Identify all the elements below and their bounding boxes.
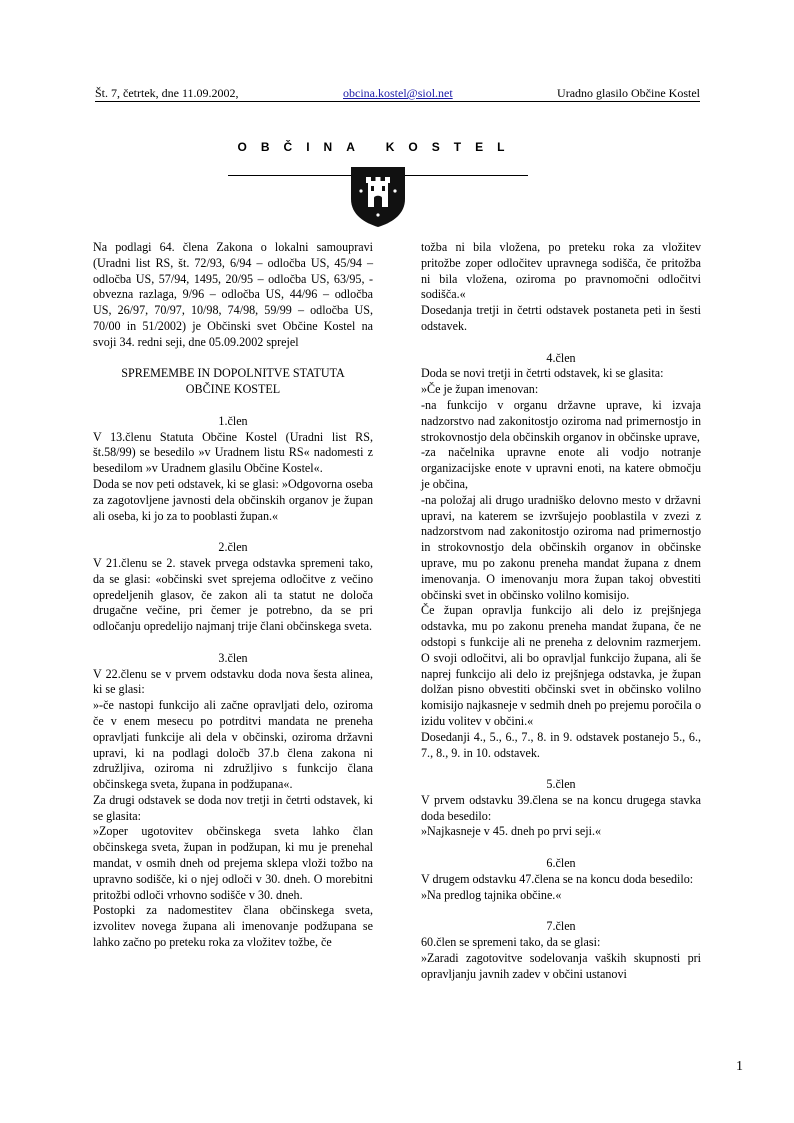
article-4-paragraph: -za načelnika upravne enote ali vodjo notranje organizacijske enote v upravni enoti, na katere območju je občina, bbox=[421, 445, 701, 491]
continued-paragraph: tožba ni bila vložena, po preteku roka za vložitev pritožbe zoper odločitev upravnega sodišča, če pritožba ni bila vložena, oziroma po pravnomočni odločitvi sodišča.« bbox=[421, 240, 701, 302]
page-header bbox=[95, 85, 700, 102]
article-3-paragraph: V 22.členu se v prvem odstavku doda nova šesta alinea, ki se glasi: bbox=[93, 666, 373, 697]
article-5-paragraph: V prvem odstavku 39.člena se na koncu drugega stavka doda besedilo: bbox=[421, 792, 701, 823]
continued-paragraph: Dosedanja tretji in četrti odstavek postaneta peti in šesti odstavek. bbox=[421, 303, 701, 333]
article-4-paragraph: Dosedanji 4., 5., 6., 7., 8. in 9. odstavek postanejo 5., 6., 7., 8., 9. in 10. odstavek. bbox=[421, 729, 701, 760]
article-4-paragraph: Če župan opravlja funkcijo ali delo iz prejšnjega odstavka, mu po zakonu preneha mandat župana, če ne odstopi s funkcije ali ne preneha z delovnim razmerjem. O svoji odločitvi, ali bo opravljal funkcijo župana, ali še naprej funkcijo ali delo iz prejšnjega odstavka, je župan dolžan pisno obvestiti občinski svet in občinsko volilno komisijo najkasneje v sedmih dneh po prejemu poročila o izidu volitev v občini.« bbox=[421, 603, 701, 728]
article-4-paragraph: Doda se novi tretji in četrti odstavek, ki se glasita: bbox=[421, 366, 664, 381]
article-7-paragraph: 60.člen se spremeni tako, da se glasi: bbox=[421, 935, 601, 950]
article-3-heading: 3.člen bbox=[218, 650, 248, 665]
publication-name: Uradno glasilo Občine Kostel bbox=[557, 86, 700, 100]
article-1-heading: 1.člen bbox=[218, 413, 248, 428]
article-4-paragraph: -na funkcijo v organu državne uprave, ki izvaja nadzorstvo nad zakonitostjo oziroma nad primernostjo in strokovnostjo dela občinskih organov in občinske uprave, bbox=[421, 397, 701, 444]
article-5-paragraph: »Najkasneje v 45. dneh po prvi seji.« bbox=[421, 824, 602, 839]
left-column bbox=[93, 240, 373, 951]
article-3-paragraph: »Zoper ugotovitev občinskega sveta lahko član občinskega sveta, župan in podžupan, ki mu je prenehal mandat, v osmih dneh od prejema sklepa vloži tožbo na upravno sodišče, ki o njej odloči v 30. dneh. O morebitni pritožbi odloči vrhovno sodišče v 30. dneh. bbox=[93, 824, 373, 902]
article-4-heading: 4.člen bbox=[546, 350, 576, 365]
intro-paragraph: Na podlagi 64. člena Zakona o lokalni samoupravi (Uradni list RS, št. 72/93, 6/94 – odločba US, 45/94 – odločba US, 57/94, 1495, 20/95 – odločba US, 63/95, - obvezna razlaga, 9/96 – odločba US, 44/96 – odločba US, 26/97, 70/97, 10/98, 74/98, 59/99 – odločba US, 70/00 in 51/2002) je Občinski svet Občine Kostel na svoji 34. redni seji, dne 05.09.2002 sprejel bbox=[93, 240, 373, 349]
page-number: 1 bbox=[736, 1059, 743, 1074]
article-6-paragraph: »Na predlog tajnika občine.« bbox=[421, 887, 562, 902]
municipality-title: OBČINA KOSTEL bbox=[237, 140, 519, 154]
email-link[interactable]: obcina.kostel@siol.net bbox=[343, 86, 453, 100]
coat-of-arms-icon bbox=[349, 165, 407, 229]
article-5-heading: 5.člen bbox=[546, 777, 576, 792]
article-2-paragraph: V 21.členu se 2. stavek prvega odstavka spremeni tako, da se glasi: «občinski svet sprejema odločitve z večino opredeljenih glasov, če zakon ali ta statut ne določa drugačne večine, pri čemer je potrebno, da se pri odločanju opredelijo najmanj trije člani občinskega sveta. bbox=[93, 555, 373, 634]
article-6-paragraph: V drugem odstavku 47.člena se na koncu doda besedilo: bbox=[421, 871, 694, 886]
issue-info: Št. 7, četrtek, dne 11.09.2002, bbox=[95, 86, 239, 100]
article-1-paragraph: Doda se nov peti odstavek, ki se glasi: »Odgovorna oseba za zagotovljene javnosti dela občinskih organov je župan ali oseba, ki jo za to pooblasti župan.« bbox=[93, 476, 373, 523]
article-4-paragraph: »Če je župan imenovan: bbox=[421, 382, 539, 397]
right-column bbox=[421, 240, 701, 982]
article-2-heading: 2.člen bbox=[218, 540, 248, 555]
article-4-paragraph: -na položaj ali drugo uradniško delovno mesto v državni upravi, na katerem se izvršujejo pooblastila v zvezi z nadzorstvom nad zakonitostjo oziroma nad primernostjo in strokovnostjo dela občinskih organov in občinske uprave, mu po zakonu preneha mandat župana z dnem imenovanja. O imenovanju mora župan takoj obvestiti občinski svet in občinsko volilno komisijo. bbox=[421, 492, 701, 602]
article-3-paragraph: »-če nastopi funkcijo ali začne opravljati delo, oziroma če v enem mesecu po potrditvi mandata ne preneha opravljati funkcije ali dela v občinski, oziroma državni upravi, ki na podlagi določb 37.b člena zakona ni združljiva, oziroma ni združljivo s funkcijo člana občinskega sveta, župana in podžupana«. bbox=[93, 698, 373, 792]
article-6-heading: 6.člen bbox=[546, 856, 576, 871]
document-title-line1: SPREMEMBE IN DOPOLNITVE STATUTA bbox=[121, 366, 345, 381]
article-3-paragraph: Za drugi odstavek se doda nov tretji in četrti odstavek, ki se glasita: bbox=[93, 792, 373, 823]
article-7-heading: 7.člen bbox=[546, 919, 576, 934]
article-7-paragraph: »Zaradi zagotovitve sodelovanja vaških skupnosti pri opravljanju javnih zadev v občini ustanovi bbox=[421, 950, 701, 981]
document-title-line2: OBČINE KOSTEL bbox=[185, 382, 281, 397]
article-3-paragraph: Postopki za nadomestitev člana občinskega sveta, izvolitev novega župana ali imenovanje podžupana se lahko začno po preteku roka za vložitev tožbe, če bbox=[93, 903, 373, 950]
article-1-paragraph: V 13.členu Statuta Občine Kostel (Uradni list RS, št.58/99) se besedilo »v Uradnem listu RS« nadomesti z besedilom »v Uradnem glasilu Občine Kostel«. bbox=[93, 429, 373, 476]
